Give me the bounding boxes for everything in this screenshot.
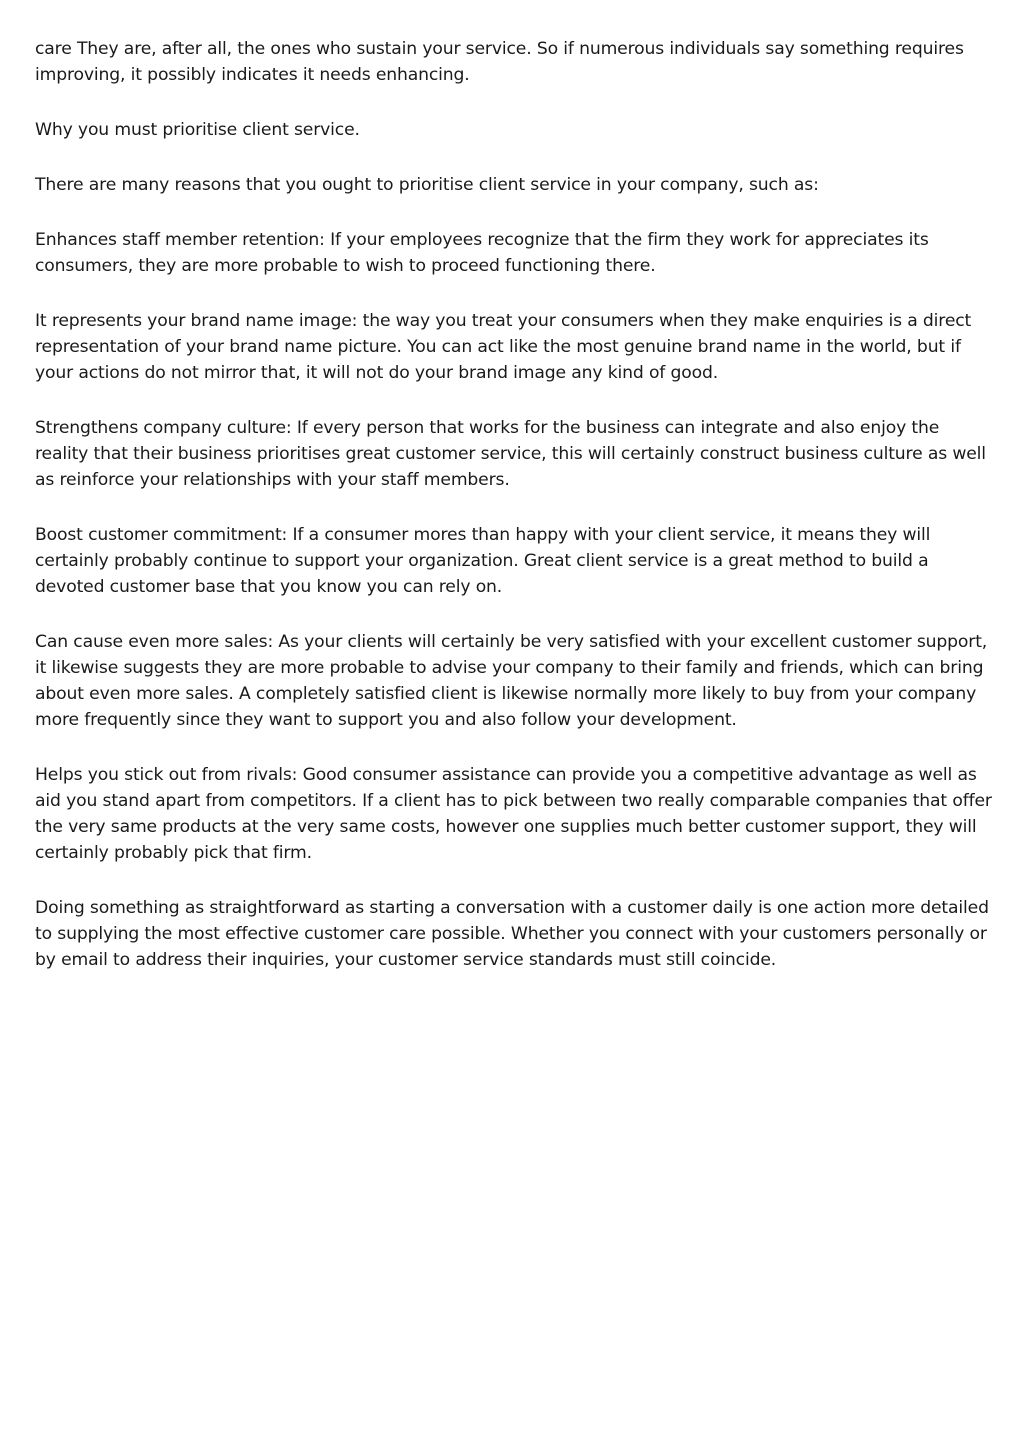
paragraph-staff-retention: Enhances staff member retention: If your employees recognize that the firm they work for appreciates its consumers, they are more probable to wish to proceed functioning there. (35, 230, 929, 276)
paragraph-company-culture: Strengthens company culture: If every person that works for the business can integrate and also enjoy the reality that their business prioritises great customer service, this will certainly construct business culture as well as reinforce your relationships with your staff members. (35, 418, 986, 490)
paragraph-stand-out: Helps you stick out from rivals: Good consumer assistance can provide you a competitive advantage as well as aid you stand apart from competitors. If a client has to pick between two really comparable companies that offer the very same products at the very same costs, however one supplies much better customer support, they will certainly probably pick that firm. (35, 765, 992, 863)
paragraph-customer-commitment: Boost customer commitment: If a consumer mores than happy with your client service, it means they will certainly probably continue to support your organization. Great client service is a great method to build a devoted customer base that you know you can rely on. (35, 525, 931, 597)
paragraph-reasons-intro: There are many reasons that you ought to prioritise client service in your company, such as: (35, 175, 819, 195)
paragraph-heading-why-prioritise: Why you must prioritise client service. (35, 120, 360, 140)
paragraph-more-sales: Can cause even more sales: As your clients will certainly be very satisfied with your excellent customer support, it likewise suggests they are more probable to advise your company to their family and friends, which can bring about even more sales. A completely satisfied client is likewise normally more likely to buy from your company more frequently since they want to support you and also follow your development. (35, 632, 988, 730)
paragraph-brand-image: It represents your brand name image: the way you treat your consumers when they make enquiries is a direct representation of your brand name picture. You can act like the most genuine brand name in the world, but if your actions do not mirror that, it will not do your brand image any kind of good. (35, 311, 972, 383)
paragraph-conclusion: Doing something as straightforward as starting a conversation with a customer daily is one action more detailed to supplying the most effective customer care possible. Whether you connect with your customers personally or by email to address their inquiries, your customer service standards must still coincide. (35, 898, 989, 970)
document-page (35, 36, 995, 1002)
paragraph-intro-continuation: care They are, after all, the ones who sustain your service. So if numerous individuals say something requires improving, it possibly indicates it needs enhancing. (35, 39, 964, 85)
